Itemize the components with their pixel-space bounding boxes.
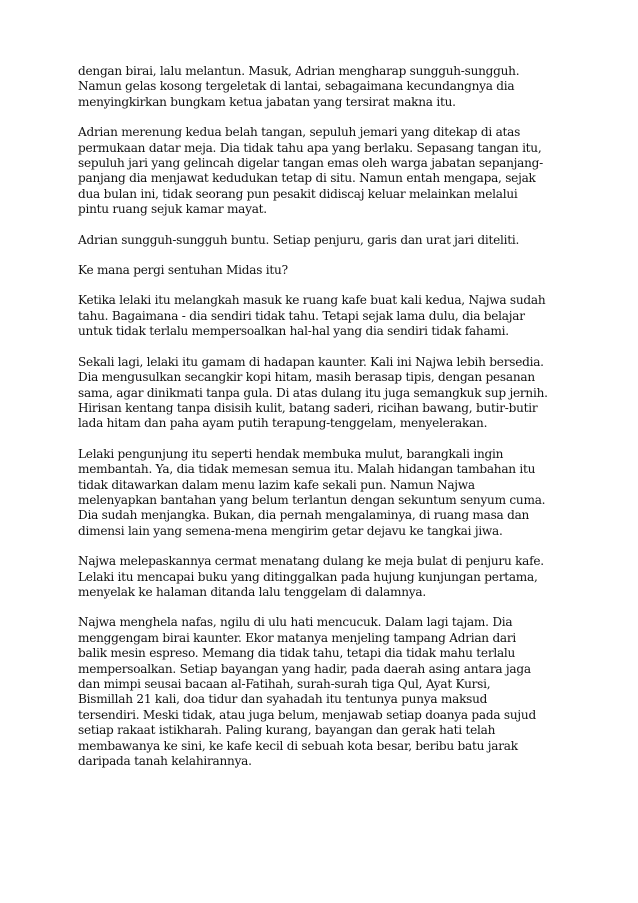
paragraph-5 — [78, 293, 570, 339]
text-line: menyelak ke halaman ditanda lalu tenggelam di dalamnya. — [78, 584, 426, 599]
text-line: tahu. Bagaimana - dia sendiri tidak tahu. Tetapi sejak lama dulu, dia belajar — [78, 308, 525, 323]
text-line: melenyapkan bantahan yang belum terlantun dengan sekuntum senyum cuma. — [78, 492, 546, 507]
text-line: Dia sudah menjangka. Bukan, dia pernah mengalaminya, di ruang masa dan — [78, 508, 530, 523]
text-line: pintu ruang sejuk kamar mayat. — [78, 202, 267, 217]
text-line: Ke mana pergi sentuhan Midas itu? — [78, 263, 288, 278]
paragraph-4 — [78, 263, 570, 278]
text-line: permukaan datar meja. Dia tidak tahu apa yang berlaku. Sepasang tangan itu, — [78, 140, 542, 155]
text-line: Najwa menghela nafas, ngilu di ulu hati mencucuk. Dalam lagi tajam. Dia — [78, 615, 513, 630]
text-line: lada hitam dan paha ayam putih terapung-tenggelam, menyelerakan. — [78, 416, 488, 431]
text-line: tidak ditawarkan dalam menu lazim kafe sekali pun. Namun Najwa — [78, 477, 475, 492]
text-line: tersendiri. Meski tidak, atau juga belum, menjawab setiap doanya pada sujud — [78, 707, 536, 722]
paragraph-8 — [78, 554, 570, 600]
text-line: Hirisan kentang tanpa disisih kulit, batang saderi, ricihan bawang, butir-butir — [78, 400, 538, 415]
paragraph-7 — [78, 447, 570, 539]
text-line: menyingkirkan bungkam ketua jabatan yang tersirat makna itu. — [78, 94, 456, 109]
text-line: sepuluh jari yang gelincah digelar tangan emas oleh warga jabatan sepanjang- — [78, 156, 544, 171]
text-line: Adrian sungguh-sungguh buntu. Setiap penjuru, garis dan urat jari diteliti. — [78, 232, 520, 247]
paragraph-9 — [78, 615, 570, 769]
text-line: Bismillah 21 kali, doa tidur dan syahadah itu tentunya punya maksud — [78, 692, 488, 707]
text-line: Najwa melepaskannya cermat menatang dulang ke meja bulat di penjuru kafe. — [78, 554, 544, 569]
text-line: daripada tanah kelahirannya. — [78, 754, 252, 769]
text-line: Ketika lelaki itu melangkah masuk ke ruang kafe buat kali kedua, Najwa sudah — [78, 293, 546, 308]
text-line: dimensi lain yang semena-mena mengirim getar dejavu ke tangkai jiwa. — [78, 523, 503, 538]
text-line: Lelaki itu mencapai buku yang ditinggalkan pada hujung kunjungan pertama, — [78, 569, 538, 584]
text-line: Sekali lagi, lelaki itu gamam di hadapan kaunter. Kali ini Najwa lebih bersedia. — [78, 354, 544, 369]
text-line: Dia mengusulkan secangkir kopi hitam, masih berasap tipis, dengan pesanan — [78, 370, 535, 385]
paragraph-1 — [78, 64, 570, 110]
text-line: untuk tidak terlalu mempersoalkan hal-hal yang dia sendiri tidak fahami. — [78, 324, 509, 339]
text-line: Namun gelas kosong tergeletak di lantai, sebagaimana kecundangnya dia — [78, 79, 515, 94]
text-line: balik mesin espreso. Memang dia tidak tahu, tetapi dia tidak mahu terlalu — [78, 646, 516, 661]
text-line: menggengam birai kaunter. Ekor matanya menjeling tampang Adrian dari — [78, 630, 517, 645]
paragraph-2 — [78, 125, 570, 217]
text-line: Lelaki pengunjung itu seperti hendak membuka mulut, barangkali ingin — [78, 446, 504, 461]
text-line: setiap rakaat istikharah. Paling kurang, bayangan dan gerak hati telah — [78, 723, 496, 738]
paragraph-6 — [78, 355, 570, 432]
document-page — [78, 64, 570, 784]
text-line: membantah. Ya, dia tidak memesan semua itu. Malah hidangan tambahan itu — [78, 462, 536, 477]
text-line: sama, agar dinikmati tanpa gula. Di atas dulang itu juga semangkuk sup jernih. — [78, 385, 548, 400]
text-line: panjang dia menjawat kedudukan tetap di situ. Namun entah mengapa, sejak — [78, 171, 536, 186]
text-line: dua bulan ini, tidak seorang pun pesakit didiscaj keluar melainkan melalui — [78, 186, 518, 201]
text-line: dan mimpi seusai bacaan al-Fatihah, surah-surah tiga Qul, Ayat Kursi, — [78, 677, 491, 691]
paragraph-3 — [78, 233, 570, 248]
text-line: membawanya ke sini, ke kafe kecil di sebuah kota besar, beribu batu jarak — [78, 738, 518, 753]
text-line: Adrian merenung kedua belah tangan, sepuluh jemari yang ditekap di atas — [78, 125, 521, 140]
text-line: dengan birai, lalu melantun. Masuk, Adrian mengharap sungguh-sungguh. — [78, 64, 520, 78]
text-line: mempersoalkan. Setiap bayangan yang hadir, pada daerah asing antara jaga — [78, 661, 531, 676]
